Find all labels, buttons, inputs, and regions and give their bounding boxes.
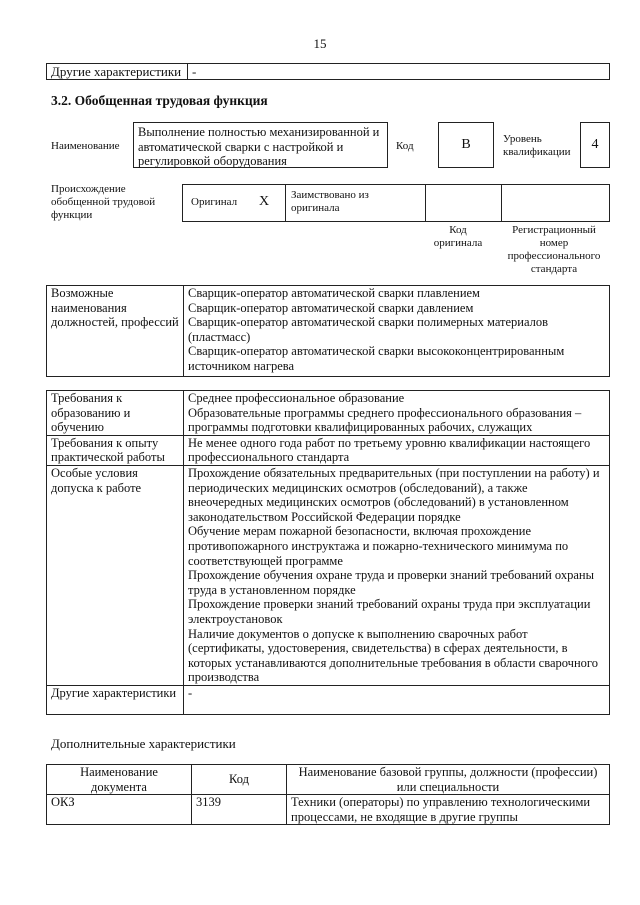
experience-label: Требования к опыту практической работы <box>47 435 184 465</box>
origin-divider-2 <box>425 185 426 221</box>
position-item: Сварщик-оператор автоматической сварки плавлением <box>188 286 480 300</box>
origin-original-mark: X <box>258 194 270 209</box>
origin-code-caption: Код оригинала <box>433 224 483 249</box>
condition-item: Прохождение обучения охране труда и проверки знаний требований охраны труда в установленном порядке <box>188 568 595 597</box>
origin-reg-caption: Регистрационный номер профессионального стандарта <box>507 224 601 275</box>
conditions-label: Особые условия допуска к работе <box>47 465 184 685</box>
other-label: Другие характеристики <box>47 685 184 714</box>
otf-level-label: Уровень квалификации <box>503 133 571 158</box>
conditions-values <box>184 465 610 685</box>
position-item: Сварщик-оператор автоматической сварки давлением <box>188 300 474 315</box>
origin-borrowed-label: Заимствовано из оригинала <box>291 189 369 214</box>
otf-code-label: Код <box>396 140 414 152</box>
education-values <box>184 391 610 436</box>
otf-name-value: Выполнение полностью механизированной и автоматической сварки с настройкой и регулировкой оборудования <box>133 122 388 168</box>
positions-table <box>46 285 610 377</box>
additional-row-doc: ОКЗ <box>47 795 192 825</box>
top-other-value: - <box>188 64 610 80</box>
condition-item: Обучение мерам пожарной безопасности, включая прохождение противопожарного инструктажа и пожарно-технического минимума по соответствующей программе <box>188 524 569 568</box>
otf-code-value: B <box>438 122 494 168</box>
additional-table <box>46 764 610 825</box>
section-heading: 3.2. Обобщенная трудовая функция <box>51 93 268 108</box>
top-other-label: Другие характеристики <box>47 64 188 80</box>
origin-divider-3 <box>501 185 502 221</box>
additional-col-doc: Наименование документа <box>47 765 192 795</box>
otf-level-value: 4 <box>580 122 610 168</box>
condition-item: Прохождение проверки знаний требований охраны труда при эксплуатации электроустановок <box>188 597 591 626</box>
position-item: Сварщик-оператор автоматической сварки высококонцентрированным источником нагрева <box>188 344 565 373</box>
origin-table <box>182 184 610 222</box>
origin-label: Происхождение обобщенной трудовой функции <box>51 183 156 221</box>
top-other-characteristics-table <box>46 63 610 80</box>
positions-list <box>184 286 610 377</box>
additional-col-code: Код <box>192 765 287 795</box>
education-item: Образовательные программы среднего профессионального образования – программы подготовки квалифицированных рабочих, служащих <box>188 405 582 435</box>
additional-col-name: Наименование базовой группы, должности (профессии) или специальности <box>287 765 610 795</box>
additional-row-code: 3139 <box>192 795 287 825</box>
education-label: Требования к образованию и обучению <box>47 391 184 436</box>
origin-original-label: Оригинал <box>191 196 238 208</box>
position-item: Сварщик-оператор автоматической сварки полимерных материалов (пластмасс) <box>188 315 549 344</box>
condition-item: Наличие документов о допуске к выполнению сварочных работ (сертификаты, удостоверения, свидетельства) в сферах деятельности, в которых устанавливаются дополнительные требования в области сварочного производства <box>188 626 598 685</box>
education-item: Среднее профессиональное образование <box>188 391 405 405</box>
additional-heading: Дополнительные характеристики <box>51 736 236 751</box>
page-number: 15 <box>313 36 327 51</box>
requirements-table <box>46 390 610 715</box>
additional-row-name: Техники (операторы) по управлению технологическими процессами, не входящие в другие группы <box>287 795 610 825</box>
table-row <box>47 795 610 825</box>
positions-label: Возможные наименования должностей, профессий <box>47 286 184 377</box>
experience-value: Не менее одного года работ по третьему уровню квалификации настоящего профессионального стандарта <box>184 435 610 465</box>
otf-name-label: Наименование <box>51 140 120 152</box>
origin-divider-1 <box>285 185 286 221</box>
other-value: - <box>184 685 610 714</box>
condition-item: Прохождение обязательных предварительных (при поступлении на работу) и периодических медицинских осмотров (обследований), а также внеочередных медицинских осмотров (обследований) в установленном законодательством Российской Федерации порядке <box>188 465 600 524</box>
